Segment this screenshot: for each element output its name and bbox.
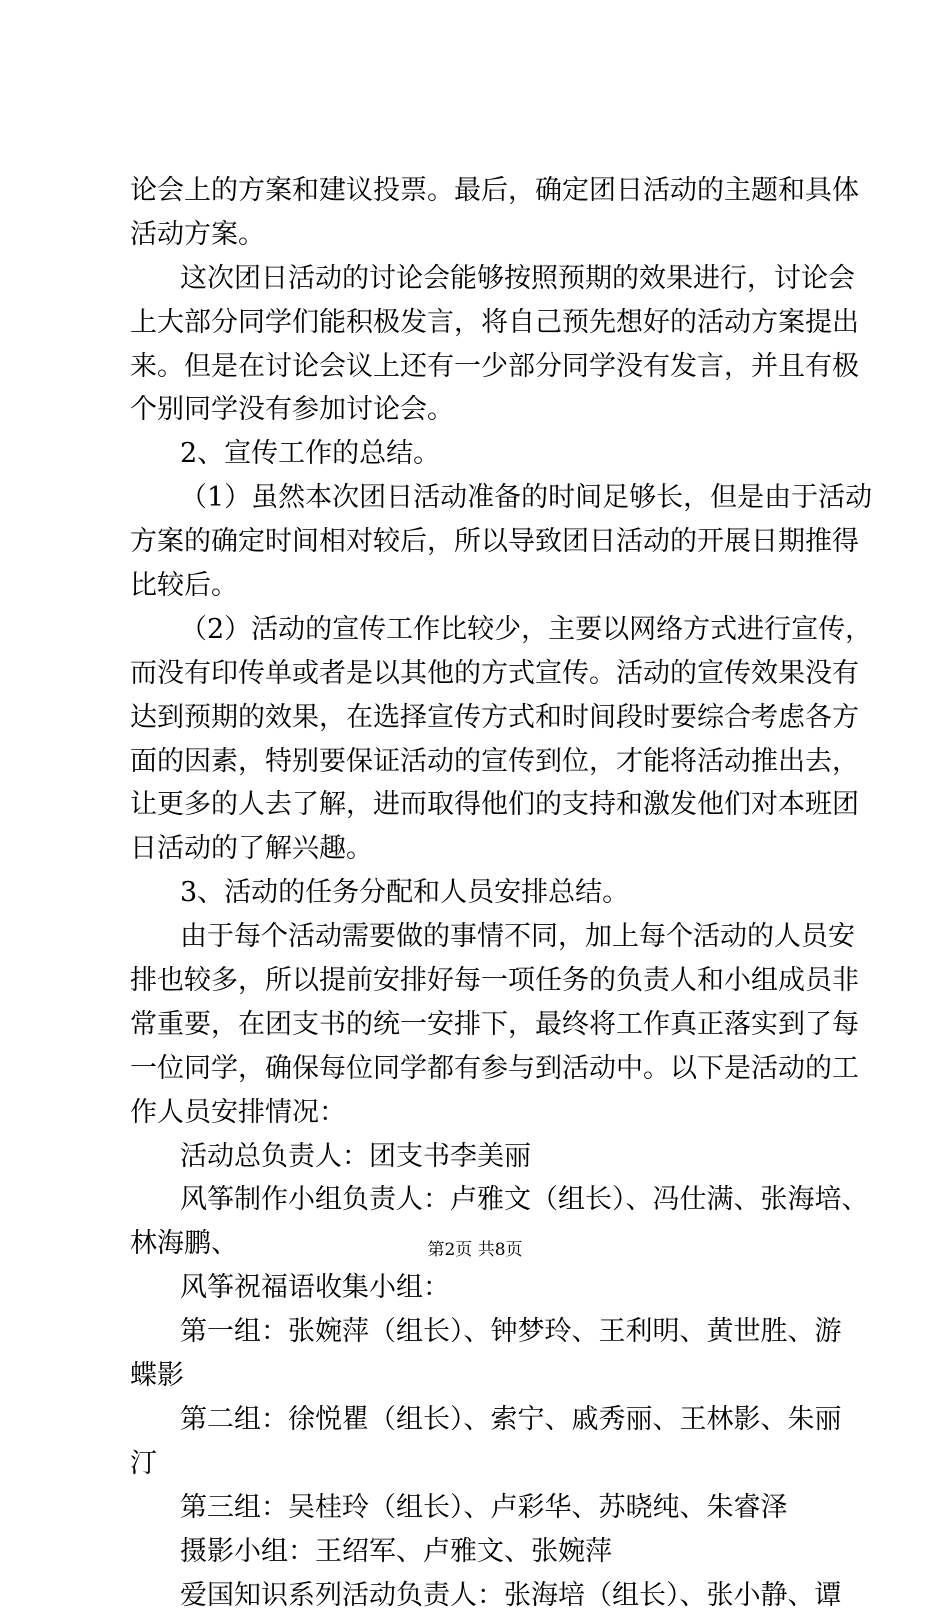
text-line: 风筝祝福语收集小组： [130,1266,835,1310]
text-line: 让更多的人去了解，进而取得他们的支持和激发他们对本班团 [130,783,835,827]
text-line: 活动总负责人：团支书李美丽 [130,1135,835,1179]
text-line: 排也较多，所以提前安排好每一项任务的负责人和小组成员非 [130,959,835,1003]
text-line: 论会上的方案和建议投票。最后，确定团日活动的主题和具体 [130,169,835,213]
text-line: （2）活动的宣传工作比较少，主要以网络方式进行宣传， [130,608,835,652]
text-line: 来。但是在讨论会议上还有一少部分同学没有发言，并且有极 [130,345,835,389]
text-line: 活动方案。 [130,213,835,257]
text-line: 林海鹏、 [130,1222,835,1266]
text-line: 汀 [130,1442,835,1486]
text-line: 作人员安排情况： [130,1091,835,1135]
text-line: 一位同学，确保每位同学都有参与到活动中。以下是活动的工 [130,1047,835,1091]
text-line: 风筝制作小组负责人：卢雅文（组长）、冯仕满、张海培、 [130,1178,835,1222]
text-line: 第二组：徐悦瞿（组长）、索宁、戚秀丽、王林影、朱丽 [130,1398,835,1442]
text-line: （1）虽然本次团日活动准备的时间足够长，但是由于活动 [130,476,835,520]
text-line: 面的因素，特别要保证活动的宣传到位，才能将活动推出去， [130,740,835,784]
text-line: 个别同学没有参加讨论会。 [130,388,835,432]
text-line: 达到预期的效果，在选择宣传方式和时间段时要综合考虑各方 [130,696,835,740]
text-line: 日活动的了解兴趣。 [130,827,835,871]
text-line: 由于每个活动需要做的事情不同，加上每个活动的人员安 [130,915,835,959]
text-line: 2、宣传工作的总结。 [130,432,835,476]
text-line: 常重要，在团支书的统一安排下，最终将工作真正落实到了每 [130,1003,835,1047]
page-footer: 第2页 共8页 [0,1240,950,1260]
text-line: 蝶影 [130,1354,835,1398]
text-line: 第三组：吴桂玲（组长）、卢彩华、苏晓纯、朱睿泽 [130,1486,835,1530]
text-line: 这次团日活动的讨论会能够按照预期的效果进行，讨论会 [130,257,835,301]
text-line: 爱国知识系列活动负责人：张海培（组长）、张小静、谭 [130,1574,835,1617]
text-line: 摄影小组：王绍军、卢雅文、张婉萍 [130,1530,835,1574]
text-line: 第一组：张婉萍（组长）、钟梦玲、王利明、黄世胜、游 [130,1310,835,1354]
document-body [130,169,835,1617]
text-line: 而没有印传单或者是以其他的方式宣传。活动的宣传效果没有 [130,652,835,696]
text-line: 比较后。 [130,564,835,608]
text-line: 上大部分同学们能积极发言，将自己预先想好的活动方案提出 [130,301,835,345]
text-line: 3、活动的任务分配和人员安排总结。 [130,871,835,915]
text-line: 方案的确定时间相对较后，所以导致团日活动的开展日期推得 [130,520,835,564]
